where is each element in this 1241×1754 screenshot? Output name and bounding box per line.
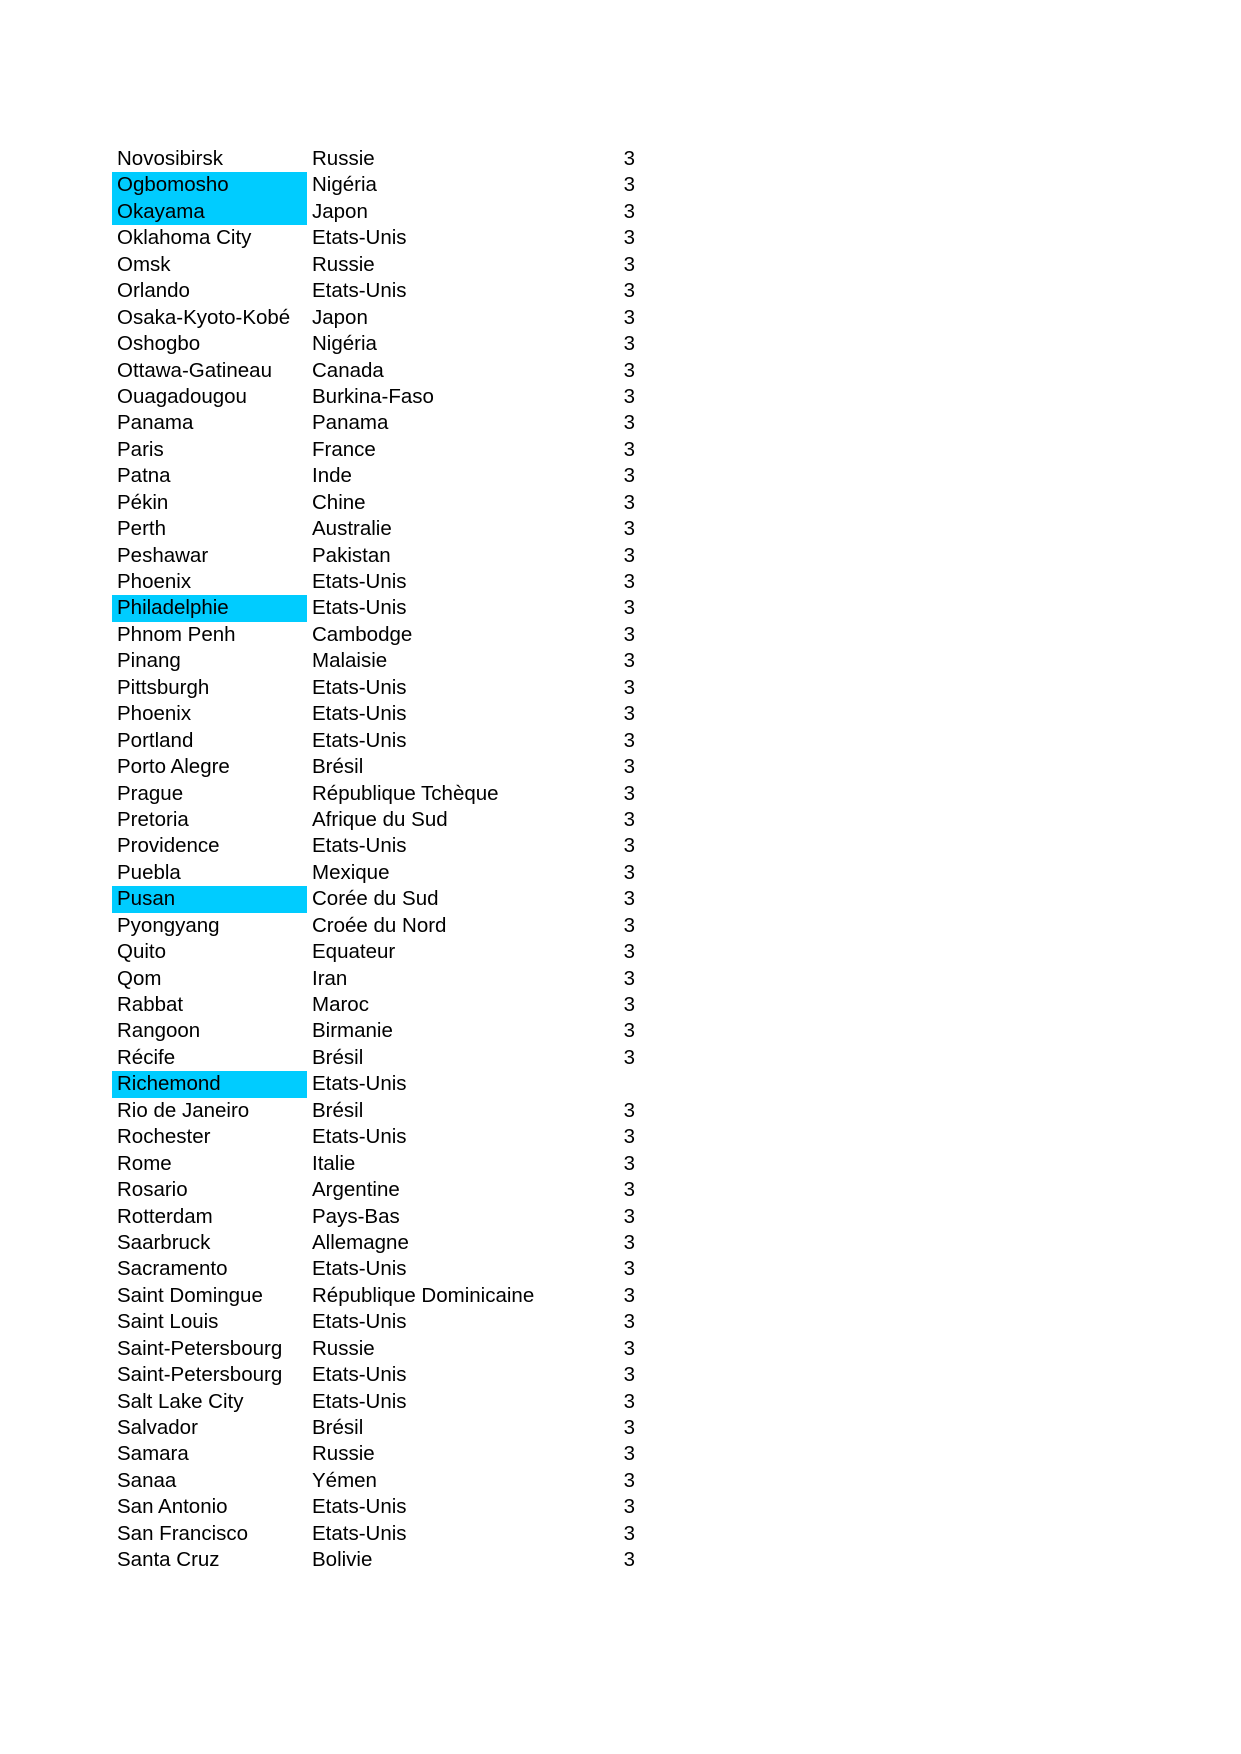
country-cell[interactable]: Birmanie [312, 1019, 393, 1043]
value-cell[interactable]: 3 [623, 1230, 635, 1254]
table-row [112, 1283, 635, 1309]
table-row [112, 1441, 635, 1467]
table-row [112, 569, 635, 595]
value-cell[interactable]: 3 [623, 887, 635, 911]
city-cell[interactable]: Santa Cruz [117, 1548, 220, 1572]
city-cell[interactable]: Omsk [117, 252, 171, 276]
country-cell[interactable]: Etats-Unis [312, 1521, 407, 1545]
table-row [112, 833, 635, 859]
city-cell[interactable]: Rio de Janeiro [117, 1098, 250, 1122]
table-row [112, 701, 635, 727]
city-cell[interactable]: Rangoon [117, 1019, 201, 1043]
table-row [112, 1547, 635, 1573]
table-row [112, 781, 635, 807]
value-cell[interactable]: 3 [623, 1283, 635, 1307]
table-row [112, 1045, 635, 1071]
table-row [112, 1362, 635, 1388]
value-cell[interactable]: 3 [623, 464, 635, 488]
country-cell[interactable]: Cambodge [312, 622, 413, 646]
value-cell[interactable]: 3 [623, 622, 635, 646]
table-row [112, 992, 635, 1018]
city-cell[interactable]: Sacramento [117, 1257, 228, 1281]
city-cell[interactable]: Ottawa-Gatineau [117, 358, 272, 382]
value-cell[interactable]: 3 [623, 384, 635, 408]
city-cell[interactable]: Providence [117, 834, 220, 858]
value-cell[interactable]: 3 [623, 1389, 635, 1413]
city-cell[interactable]: Peshawar [117, 543, 209, 567]
country-cell[interactable]: Pays-Bas [312, 1204, 400, 1228]
city-cell[interactable]: Quito [117, 940, 166, 964]
table-row [112, 1336, 635, 1362]
city-cell[interactable]: Pittsburgh [117, 675, 210, 699]
city-cell[interactable]: Patna [117, 464, 171, 488]
country-cell[interactable]: Brésil [312, 1098, 364, 1122]
table-row [112, 172, 635, 198]
city-cell[interactable]: Saint Domingue [117, 1283, 263, 1307]
country-cell[interactable]: Nigéria [312, 173, 377, 197]
value-cell[interactable]: 3 [623, 226, 635, 250]
country-cell[interactable]: Panama [312, 411, 389, 435]
value-cell[interactable]: 3 [623, 1363, 635, 1387]
value-cell[interactable]: 3 [623, 966, 635, 990]
table-row [112, 1309, 635, 1335]
table-row [112, 252, 635, 278]
value-cell[interactable]: 3 [623, 490, 635, 514]
table-row [112, 225, 635, 251]
value-cell[interactable]: 3 [623, 332, 635, 356]
country-cell[interactable]: Mexique [312, 860, 390, 884]
city-cell[interactable]: Osaka-Kyoto-Kobé [117, 305, 291, 329]
table-row [112, 1521, 635, 1547]
country-cell[interactable]: Russie [312, 147, 375, 170]
country-cell[interactable]: Yémen [312, 1468, 377, 1492]
country-cell[interactable]: Russie [312, 252, 375, 276]
table-row [112, 305, 635, 331]
table-row [112, 754, 635, 780]
table-row [112, 595, 635, 621]
city-cell[interactable]: Pretoria [117, 807, 189, 831]
city-cell[interactable]: Novosibirsk [117, 147, 223, 170]
value-cell[interactable]: 3 [623, 1442, 635, 1466]
country-cell[interactable]: Etats-Unis [312, 1125, 407, 1149]
table-row [112, 807, 635, 833]
value-cell[interactable]: 3 [623, 147, 635, 170]
value-cell[interactable]: 3 [623, 305, 635, 329]
table-row [112, 331, 635, 357]
value-cell[interactable]: 3 [623, 279, 635, 303]
value-cell[interactable]: 3 [623, 1098, 635, 1122]
country-cell[interactable]: Etats-Unis [312, 1072, 407, 1096]
table-row [112, 1256, 635, 1282]
country-cell[interactable]: Australie [312, 517, 392, 541]
country-cell[interactable]: Etats-Unis [312, 1310, 407, 1334]
table-row [112, 1230, 635, 1256]
country-cell[interactable]: Iran [312, 966, 348, 990]
city-cell[interactable]: Ouagadougou [117, 384, 247, 408]
city-cell[interactable]: Portland [117, 728, 194, 752]
spreadsheet-table [112, 146, 635, 1574]
city-cell[interactable]: Ogbomosho [112, 172, 307, 198]
country-cell[interactable]: Etats-Unis [312, 1495, 407, 1519]
table-row [112, 648, 635, 674]
country-cell[interactable]: Etats-Unis [312, 675, 407, 699]
country-cell[interactable]: Bolivie [312, 1548, 373, 1572]
value-cell[interactable]: 3 [623, 1548, 635, 1572]
table-row [112, 199, 635, 225]
table-row [112, 384, 635, 410]
country-cell[interactable]: Brésil [312, 1045, 364, 1069]
country-cell[interactable]: Etats-Unis [312, 834, 407, 858]
value-cell[interactable]: 3 [623, 596, 635, 620]
table-row [112, 1098, 635, 1124]
city-cell[interactable]: Saint-Petersbourg [117, 1363, 283, 1387]
country-cell[interactable]: Russie [312, 1336, 375, 1360]
table-row [112, 1415, 635, 1441]
value-cell[interactable]: 3 [623, 199, 635, 223]
city-cell[interactable]: Récife [117, 1045, 176, 1069]
value-cell[interactable]: 3 [623, 807, 635, 831]
value-cell[interactable]: 3 [623, 940, 635, 964]
value-cell[interactable]: 3 [623, 411, 635, 435]
city-cell[interactable]: Samara [117, 1442, 189, 1466]
country-cell[interactable]: Brésil [312, 755, 364, 779]
value-cell[interactable]: 3 [623, 1204, 635, 1228]
table-row [112, 675, 635, 701]
country-cell[interactable]: Malaisie [312, 649, 388, 673]
city-cell[interactable]: Richemond [112, 1071, 307, 1097]
country-cell[interactable]: Afrique du Sud [312, 807, 448, 831]
value-cell[interactable]: 3 [623, 1495, 635, 1519]
country-cell[interactable]: Equateur [312, 940, 396, 964]
table-row [112, 1071, 632, 1097]
country-cell[interactable]: Chine [312, 490, 366, 514]
city-cell[interactable]: Phoenix [117, 702, 192, 726]
city-cell[interactable]: Rosario [117, 1178, 188, 1202]
value-cell[interactable]: 3 [623, 1416, 635, 1439]
country-cell[interactable]: Russie [312, 1442, 375, 1466]
country-cell[interactable]: Burkina-Faso [312, 384, 434, 408]
value-cell[interactable]: 3 [623, 1125, 635, 1149]
value-cell[interactable] [602, 1071, 635, 1097]
value-cell[interactable]: 3 [623, 1336, 635, 1360]
table-row [112, 860, 635, 886]
value-cell[interactable]: 3 [623, 517, 635, 541]
country-cell[interactable]: Nigéria [312, 332, 377, 356]
city-cell[interactable]: Orlando [117, 279, 190, 303]
value-cell[interactable]: 3 [623, 860, 635, 884]
value-cell[interactable]: 3 [623, 834, 635, 858]
table-row [112, 1494, 635, 1520]
city-cell[interactable]: Saint Louis [117, 1310, 219, 1334]
table-row [112, 939, 635, 965]
table-row [112, 1389, 635, 1415]
table-row [112, 1204, 635, 1230]
country-cell[interactable]: Etats-Unis [312, 1257, 407, 1281]
country-cell[interactable]: Canada [312, 358, 384, 382]
table-row [112, 1124, 635, 1150]
table-row [112, 437, 635, 463]
city-cell[interactable]: Rochester [117, 1125, 211, 1149]
value-cell[interactable]: 3 [623, 675, 635, 699]
value-cell[interactable]: 3 [623, 913, 635, 937]
value-cell[interactable]: 3 [623, 1468, 635, 1492]
city-cell[interactable]: Prague [117, 781, 184, 805]
value-cell[interactable]: 3 [623, 252, 635, 276]
value-cell[interactable]: 3 [623, 570, 635, 593]
city-cell[interactable]: Sanaa [117, 1468, 177, 1492]
value-cell[interactable]: 3 [623, 173, 635, 197]
table-row [112, 728, 635, 754]
country-cell[interactable]: Pakistan [312, 543, 391, 567]
country-cell[interactable]: Japon [312, 199, 368, 223]
city-cell[interactable]: Porto Alegre [117, 755, 230, 779]
table-row [112, 1018, 635, 1044]
city-cell[interactable]: Salt Lake City [117, 1389, 244, 1413]
country-cell[interactable]: Etats-Unis [312, 1389, 407, 1413]
city-cell[interactable]: Salvador [117, 1416, 198, 1439]
country-cell[interactable]: Japon [312, 305, 368, 329]
table-row [112, 490, 635, 516]
country-cell[interactable]: Allemagne [312, 1230, 409, 1254]
city-cell[interactable]: Okayama [112, 199, 307, 225]
country-cell[interactable]: Corée du Sud [312, 887, 439, 911]
value-cell[interactable]: 3 [623, 1257, 635, 1281]
city-cell[interactable]: San Antonio [117, 1495, 228, 1519]
value-cell[interactable]: 3 [623, 358, 635, 382]
country-cell[interactable]: Etats-Unis [312, 596, 407, 620]
value-cell[interactable]: 3 [623, 702, 635, 726]
value-cell[interactable]: 3 [623, 728, 635, 752]
city-cell[interactable]: Pinang [117, 649, 181, 673]
city-cell[interactable]: Pyongyang [117, 913, 220, 937]
country-cell[interactable]: Etats-Unis [312, 226, 407, 250]
table-row [112, 1468, 635, 1494]
city-cell[interactable]: Pusan [112, 886, 307, 912]
city-cell[interactable]: Oshogbo [117, 332, 201, 356]
value-cell[interactable]: 3 [623, 1178, 635, 1202]
city-cell[interactable]: Perth [117, 517, 166, 541]
table-row [112, 410, 635, 436]
city-cell[interactable]: Panama [117, 411, 194, 435]
city-cell[interactable]: Rabbat [117, 993, 184, 1016]
country-cell[interactable]: Etats-Unis [312, 728, 407, 752]
city-cell[interactable]: Oklahoma City [117, 226, 252, 250]
country-cell[interactable]: Etats-Unis [312, 1363, 407, 1387]
value-cell[interactable]: 3 [623, 437, 635, 461]
country-cell[interactable]: Etats-Unis [312, 702, 407, 726]
table-row [112, 622, 635, 648]
city-cell[interactable]: Qom [117, 966, 162, 990]
value-cell[interactable]: 3 [623, 1521, 635, 1545]
country-cell[interactable]: Etats-Unis [312, 570, 407, 593]
country-cell[interactable]: Inde [312, 464, 352, 488]
table-row [112, 543, 635, 569]
city-cell[interactable]: Rome [117, 1151, 172, 1175]
value-cell[interactable]: 3 [623, 993, 635, 1016]
table-row [112, 146, 635, 172]
city-cell[interactable]: Pékin [117, 490, 169, 514]
table-row [112, 1177, 635, 1203]
city-cell[interactable]: Paris [117, 437, 164, 461]
table-row [112, 278, 635, 304]
country-cell[interactable]: Argentine [312, 1178, 400, 1202]
value-cell[interactable]: 3 [623, 1045, 635, 1069]
value-cell[interactable]: 3 [623, 1019, 635, 1043]
country-cell[interactable]: Maroc [312, 993, 369, 1016]
table-row [112, 358, 635, 384]
city-cell[interactable]: Rotterdam [117, 1204, 213, 1228]
value-cell[interactable]: 3 [623, 1151, 635, 1175]
city-cell[interactable]: Saarbruck [117, 1230, 211, 1254]
table-row [112, 463, 635, 489]
table-row [112, 913, 635, 939]
city-cell[interactable]: Saint-Petersbourg [117, 1336, 283, 1360]
value-cell[interactable]: 3 [623, 755, 635, 779]
country-cell[interactable]: République Dominicaine [312, 1283, 535, 1307]
city-cell[interactable]: Puebla [117, 860, 181, 884]
country-cell[interactable]: Croée du Nord [312, 913, 447, 937]
value-cell[interactable]: 3 [623, 1310, 635, 1334]
city-cell[interactable]: Phoenix [117, 570, 192, 593]
country-cell[interactable]: Etats-Unis [312, 279, 407, 303]
value-cell[interactable]: 3 [623, 649, 635, 673]
city-cell[interactable]: Phnom Penh [117, 622, 236, 646]
country-cell[interactable]: France [312, 437, 376, 461]
table-row [112, 516, 635, 542]
table-row [112, 886, 635, 912]
table-row [112, 966, 635, 992]
country-cell[interactable]: Brésil [312, 1416, 364, 1439]
value-cell[interactable]: 3 [623, 543, 635, 567]
country-cell[interactable]: République Tchèque [312, 781, 499, 805]
value-cell[interactable]: 3 [623, 781, 635, 805]
country-cell[interactable]: Italie [312, 1151, 356, 1175]
city-cell[interactable]: San Francisco [117, 1521, 249, 1545]
table-row [112, 1151, 635, 1177]
city-cell[interactable]: Philadelphie [112, 595, 307, 621]
